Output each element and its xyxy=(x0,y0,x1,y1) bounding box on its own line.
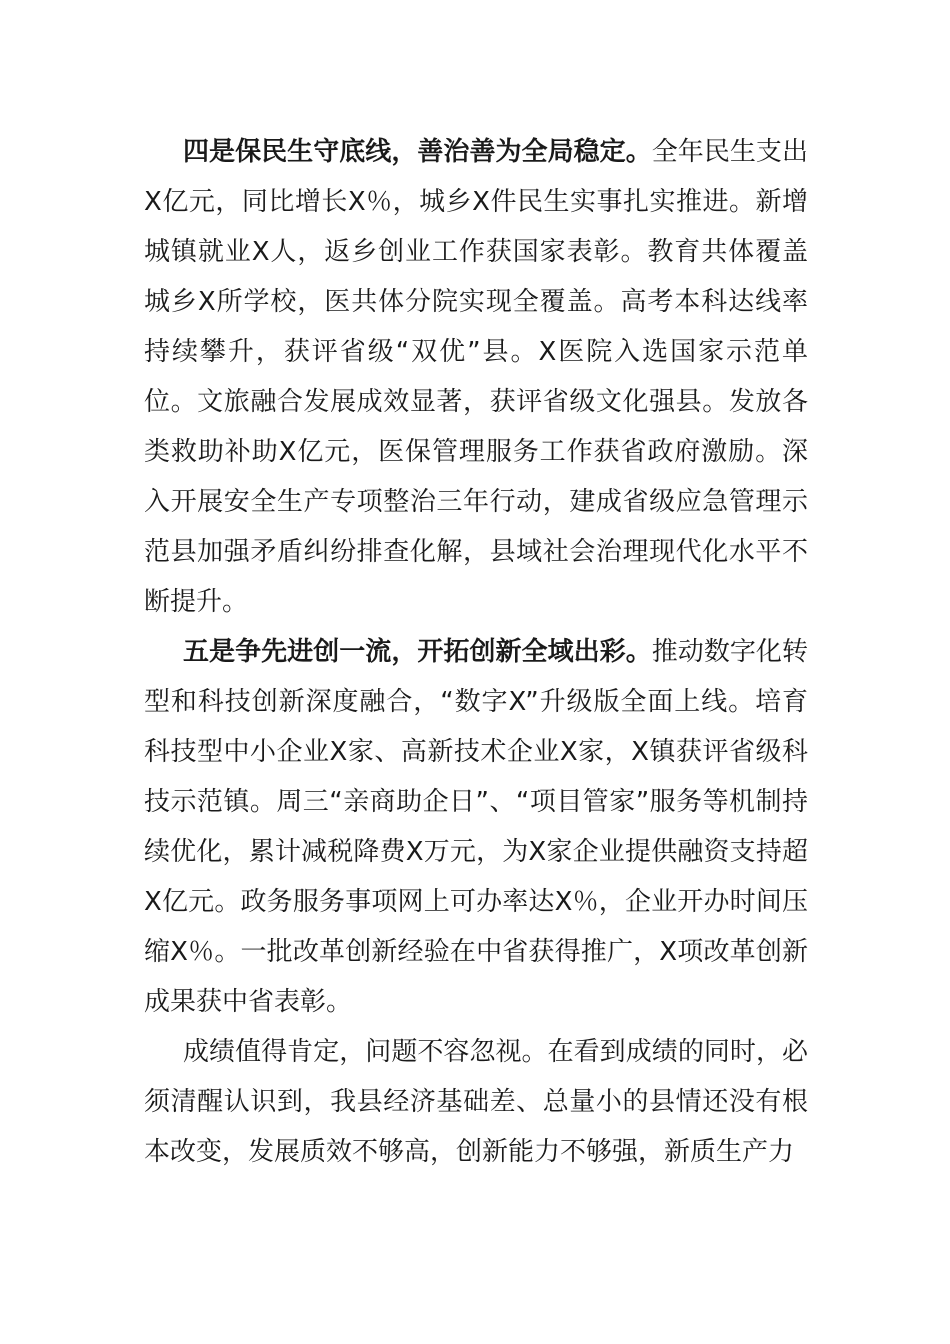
paragraph-chuangxin xyxy=(144,627,808,1027)
paragraph-wenti xyxy=(144,1027,808,1177)
paragraph-lead-heading: 四是保民生守底线，善治善为全局稳定。 xyxy=(183,137,652,167)
paragraph-text: 全年民生支出X亿元，同比增长X％，城乡X件民生实事扎实推进。新增城镇就业X人，返乡创业工作获国家表彰。教育共体覆盖城乡X所学校，医共体分院实现全覆盖。高考本科达线率持续攀升，获评省级“双优”县。X医院入选国家示范单位。文旅融合发展成效显著，获评省级文化强县。发放各类救助补助X亿元，医保管理服务工作获省政府激励。深入开展安全生产专项整治三年行动，建成省级应急管理示范县加强矛盾纠纷排查化解，县域社会治理现代化水平不断提升。 xyxy=(144,137,808,617)
document-body xyxy=(144,127,808,1177)
paragraph-minsheng xyxy=(144,127,808,627)
paragraph-text: 成绩值得肯定，问题不容忽视。在看到成绩的同时，必须清醒认识到，我县经济基础差、总量小的县情还没有根本改变，发展质效不够高，创新能力不够强，新质生产力 xyxy=(144,1037,808,1167)
paragraph-text: 推动数字化转型和科技创新深度融合，“数字X”升级版全面上线。培育科技型中小企业X家、高新技术企业X家，X镇获评省级科技示范镇。周三“亲商助企日”、“项目管家”服务等机制持续优化，累计减税降费X万元，为X家企业提供融资支持超X亿元。政务服务事项网上可办率达X％，企业开办时间压缩X％。一批改革创新经验在中省获得推广，X项改革创新成果获中省表彰。 xyxy=(144,637,808,1017)
paragraph-lead-heading: 五是争先进创一流，开拓创新全域出彩。 xyxy=(183,637,652,667)
